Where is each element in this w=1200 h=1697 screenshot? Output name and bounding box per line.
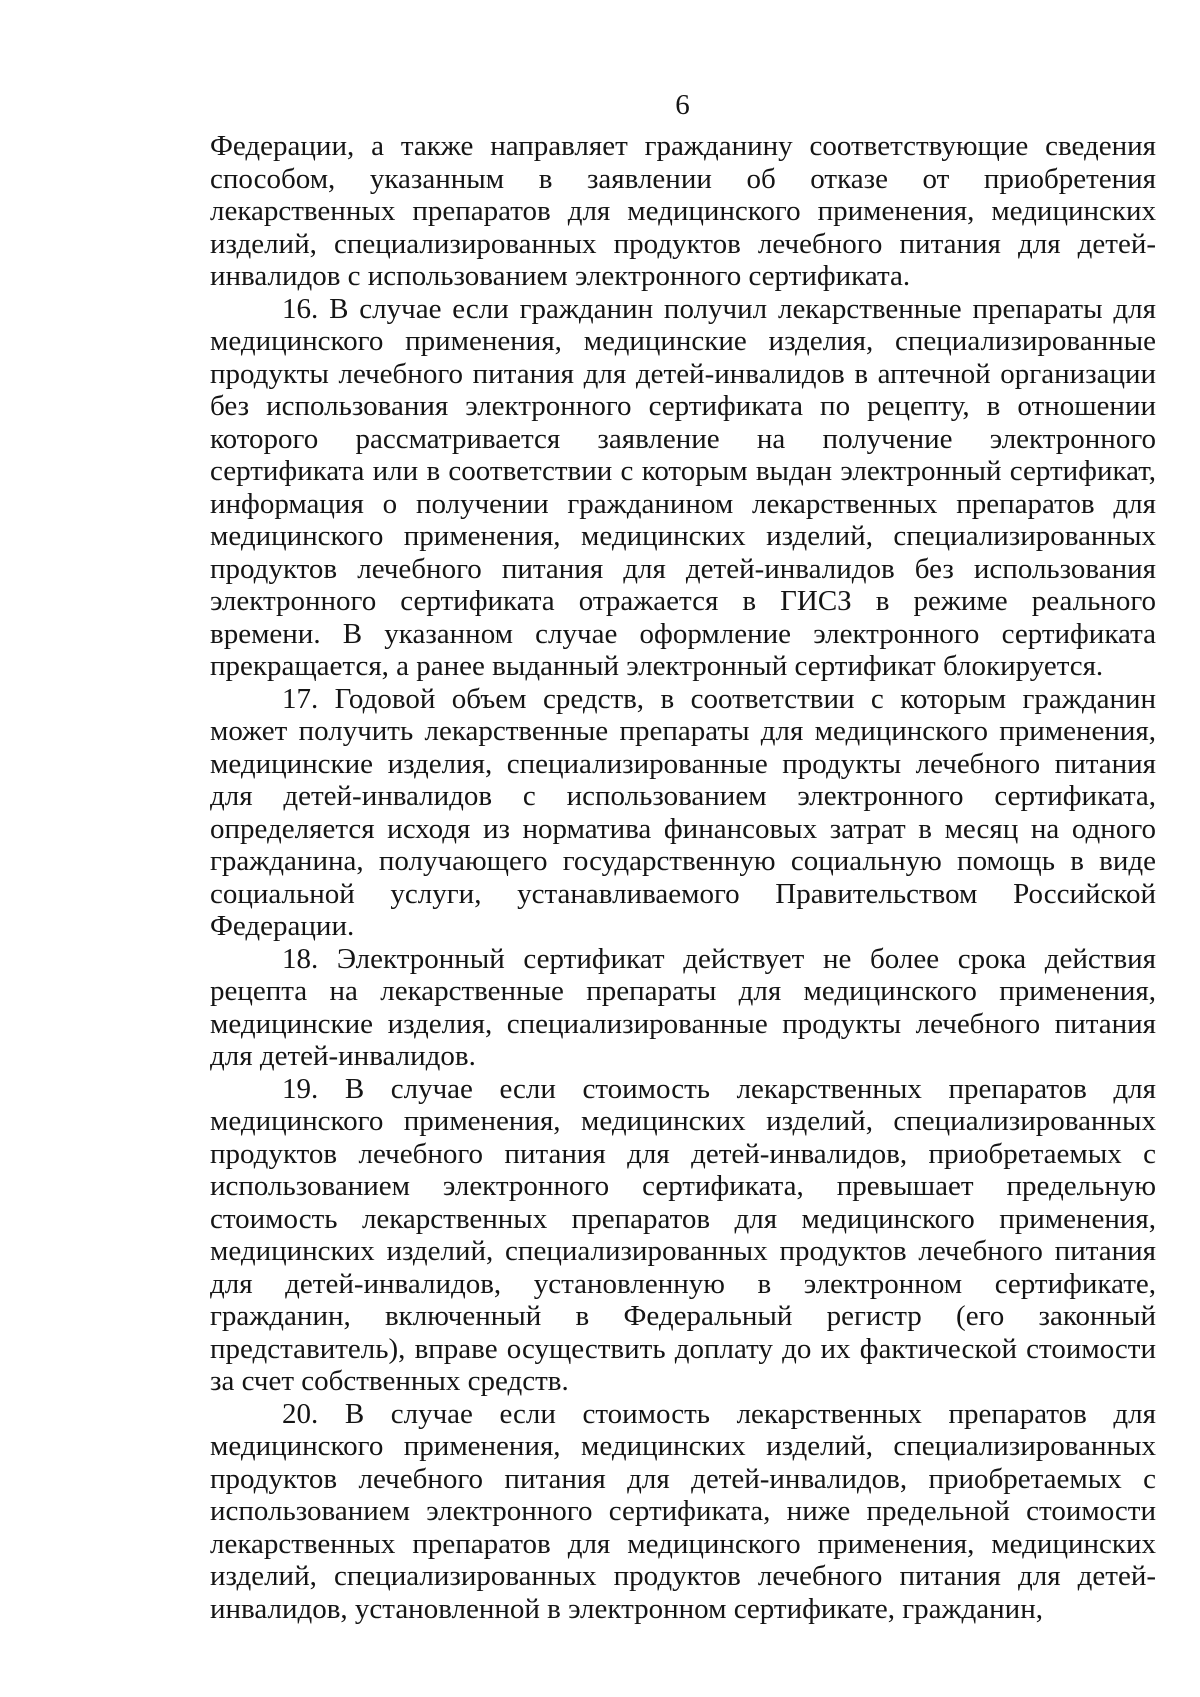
paragraph-18: 18. Электронный сертификат действует не более срока действия рецепта на лекарственные препараты для медицинского применения, медицинские изделия, специализированные продукты лечебного питания для детей-инвалидов. (210, 942, 1156, 1072)
paragraph-19: 19. В случае если стоимость лекарственных препаратов для медицинского применения, медицинских изделий, специализированных продуктов лечебного питания для детей-инвалидов, приобретаемых с использованием электронного сертификата, превышает предельную стоимость лекарственных препаратов для медицинского применения, медицинских изделий, специализированных продуктов лечебного питания для детей-инвалидов, установленную в электронном сертификате, гражданин, включенный в Федеральный регистр (его законный представитель), вправе осуществить доплату до их фактической стоимости за счет собственных средств. (210, 1072, 1156, 1397)
paragraph-16: 16. В случае если гражданин получил лекарственные препараты для медицинского применения, медицинские изделия, специализированные продукты лечебного питания для детей-инвалидов в аптечной организации без использования электронного сертификата по рецепту, в отношении которого рассматривается заявление на получение электронного сертификата или в соответствии с которым выдан электронный сертификат, информация о получении гражданином лекарственных препаратов для медицинского применения, медицинских изделий, специализированных продуктов лечебного питания для детей-инвалидов без использования электронного сертификата отражается в ГИСЗ в режиме реального времени. В указанном случае оформление электронного сертификата прекращается, а ранее выданный электронный сертификат блокируется. (210, 292, 1156, 682)
document-body (210, 130, 1156, 1625)
paragraph-20: 20. В случае если стоимость лекарственных препаратов для медицинского применения, медицинских изделий, специализированных продуктов лечебного питания для детей-инвалидов, приобретаемых с использованием электронного сертификата, ниже предельной стоимости лекарственных препаратов для медицинского применения, медицинских изделий, специализированных продуктов лечебного питания для детей-инвалидов, установленной в электронном сертификате, гражданин, (210, 1397, 1156, 1625)
page-number: 6 (675, 89, 690, 121)
paragraph-17: 17. Годовой объем средств, в соответствии с которым гражданин может получить лекарственные препараты для медицинского применения, медицинские изделия, специализированные продукты лечебного питания для детей-инвалидов с использованием электронного сертификата, определяется исходя из норматива финансовых затрат в месяц на одного гражданина, получающего государственную социальную помощь в виде социальной услуги, устанавливаемого Правительством Российской Федерации. (210, 682, 1156, 942)
paragraph-continuation: Федерации, а также направляет гражданину соответствующие сведения способом, указанным в заявлении об отказе от приобретения лекарственных препаратов для медицинского применения, медицинских изделий, специализированных продуктов лечебного питания для детей-инвалидов с использованием электронного сертификата. (210, 130, 1156, 292)
